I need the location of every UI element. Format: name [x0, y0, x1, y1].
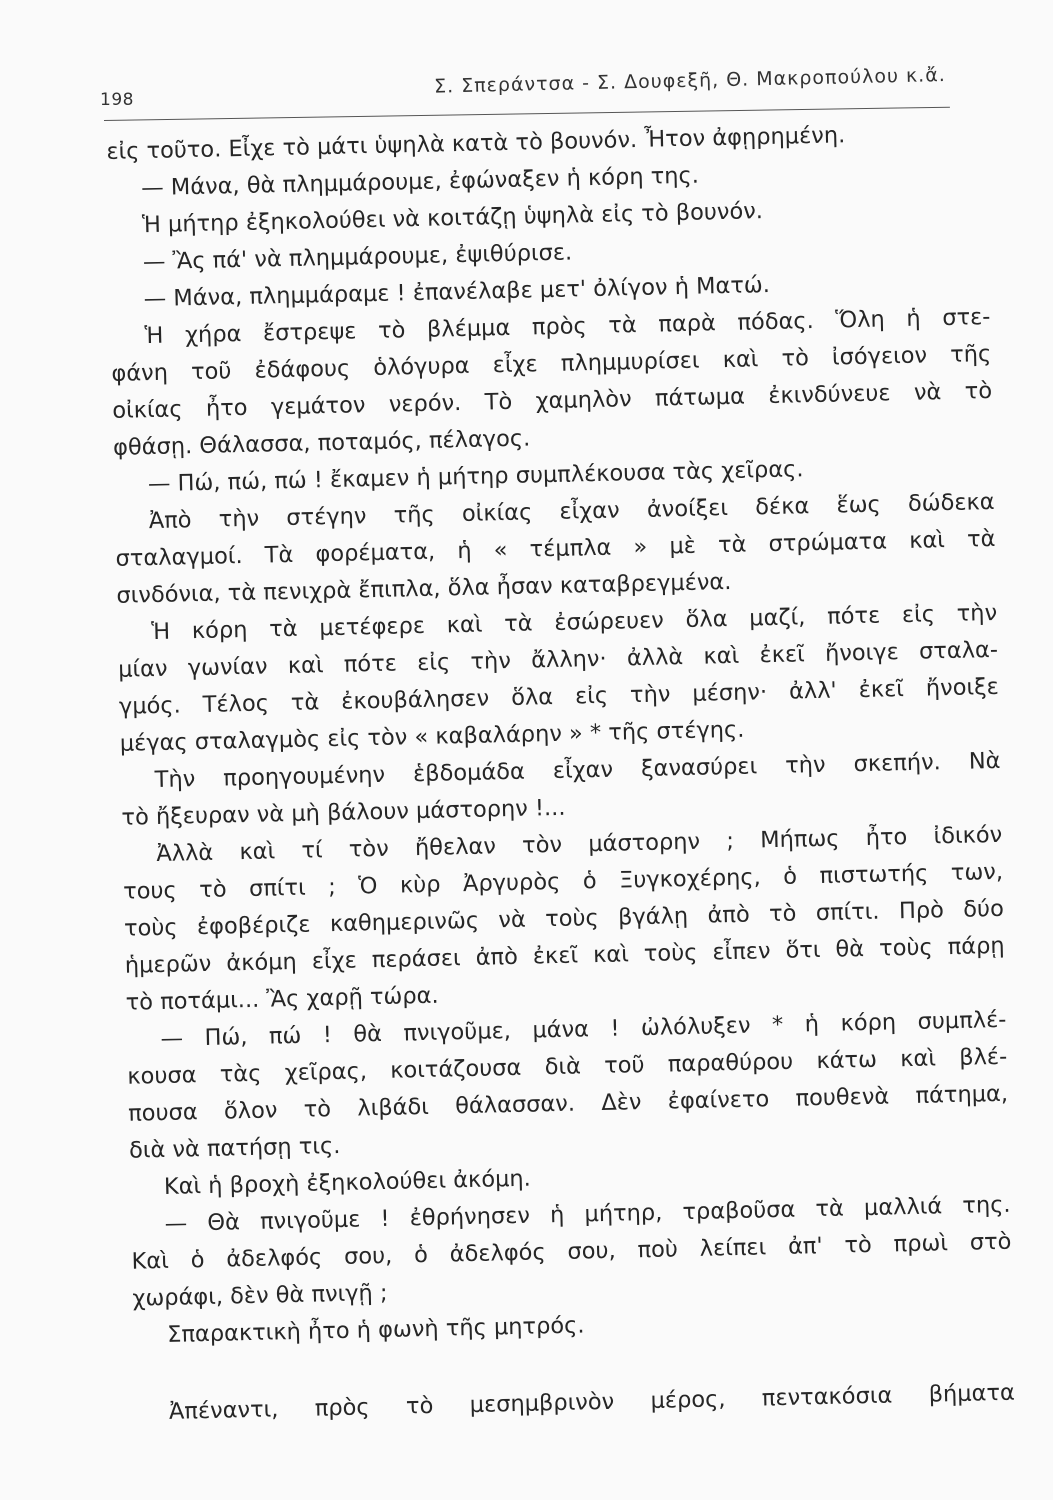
text-line: Ἡ χήρα ἔστρεψε τὸ βλέμμα πρὸς τὰ παρὰ πόδας. Ὅλη ἡ στε-	[144, 303, 991, 350]
text-line: κουσα τὰς χεῖρας, κοιτάζουσα διὰ τοῦ παραθύρου κάτω καὶ βλέ-	[127, 1043, 1008, 1090]
text-line: τὸ ποτάμι... Ἂς χαρῇ τώρα.	[125, 982, 439, 1016]
text-line: Ἀπέναντι, πρὸς τὸ μεσημβρινὸν μέρος, πεντακόσια βήματα	[168, 1379, 1016, 1425]
text-line: Καὶ ὁ ἀδελφός σου, ὁ ἀδελφός σου, ποὺ λείπει ἀπ' τὸ πρωὶ στὸ	[131, 1228, 1012, 1275]
text-line: σινδόνια, τὰ πενιχρὰ ἔπιπλα, ὅλα ἦσαν καταβρεγμένα.	[116, 568, 732, 609]
text-line: φάνη τοῦ ἐδάφους ὁλόγυρα εἶχε πλημμυρίσει καὶ τὸ ἰσόγειον τῆς	[111, 340, 992, 387]
text-line: σταλαγμοί. Τὰ φορέματα, ἡ « τέμπλα » μὲ τὰ στρώματα καὶ τὰ	[115, 525, 996, 572]
text-line: χωράφι, δὲν θὰ πνιγῇ ;	[132, 1279, 388, 1312]
text-line: Ἡ κόρη τὰ μετέφερε καὶ τὰ ἐσώρευεν ὅλα μαζί, πότε εἰς τὴν	[151, 599, 998, 646]
text-line: μέγας σταλαγμὸς εἰς τὸν « καβαλάρην » * τῆς στέγης.	[119, 716, 745, 757]
text-line: τοὺς ἐφοβέριζε καθημερινῶς νὰ τοὺς βγάλῃ ἀπὸ τὸ σπίτι. Πρὸ δύο	[123, 895, 1005, 942]
text-line: — Μάνα, θὰ πλημμάρουμε, ἐφώναξεν ἡ κόρη της.	[140, 162, 700, 202]
text-line: φθάσῃ. Θάλασσα, ποταμός, πέλαγος.	[112, 425, 531, 461]
text-line: τὸ ἤξευραν νὰ μὴ βάλουν μάστορην !...	[121, 794, 566, 831]
page-header	[100, 62, 950, 110]
text-line: μίαν γωνίαν καὶ πότε εἰς τὴν ἄλλην· ἀλλὰ καὶ ἐκεῖ ἤνοιγε σταλα-	[117, 636, 999, 683]
text-line: ἡμερῶν ἀκόμη εἶχε περάσει ἀπὸ ἐκεῖ καὶ τοὺς εἶπεν ὅτι θὰ τοὺς πάρῃ	[124, 932, 1005, 979]
text-line: — Πώ, πώ, πώ ! ἔκαμεν ἡ μήτηρ συμπλέκουσα τὰς χεῖρας.	[147, 456, 804, 498]
text-line: — Πώ, πώ ! θὰ πνιγοῦμε, μάνα ! ὠλόλυξεν * ἡ κόρη συμπλέ-	[160, 1006, 1007, 1052]
text-line: οἰκίας ἦτο γεμάτον νερόν. Τὸ χαμηλὸν πάτωμα ἐκινδύνευε νὰ τὸ	[111, 377, 993, 424]
text-line: Καὶ ἡ βροχὴ ἐξηκολούθει ἀκόμη.	[163, 1165, 532, 1200]
text-line: τους τὸ σπίτι ; Ὁ κὺρ Ἀργυρὸς ὁ Ξυγκοχέρης, ὁ πιστωτής των,	[122, 858, 1004, 905]
text-line: — Θὰ πνιγοῦμε ! ἐθρήνησεν ἡ μήτηρ, τραβοῦσα τὰ μαλλιά της.	[164, 1191, 1011, 1237]
text-line: Σπαρακτικὴ ἦτο ἡ φωνὴ τῆς μητρός.	[166, 1312, 585, 1348]
running-head: Σ. Σπεράντσα - Σ. Δουφεξῆ, Θ. Μακροπούλου κ.ἄ.	[434, 64, 947, 98]
text-line: πουσα ὅλον τὸ λιβάδι θάλασσαν. Δὲν ἐφαίνετο πουθενὰ πάτημα,	[127, 1080, 1009, 1127]
text-line: διὰ νὰ πατήσῃ τις.	[128, 1132, 341, 1164]
text-line: Ἡ μήτηρ ἐξηκολούθει νὰ κοιτάζῃ ὑψηλὰ εἰς τὸ βουνόν.	[141, 198, 764, 239]
body-text	[106, 114, 1015, 1432]
text-line: Ἀλλὰ καὶ τί τὸν ἤθελαν τὸν μάστορην ; Μήπως ἦτο ἰδικόν	[156, 821, 1003, 868]
text-line: γμός. Τέλος τὰ ἐκουβάλησεν ὅλα εἰς τὴν μέσην· ἀλλ' ἐκεῖ ἤνοιξε	[118, 673, 1000, 720]
text-line: εἰς τοῦτο. Εἶχε τὸ μάτι ὑψηλὰ κατὰ τὸ βουνόν. Ἦτον ἀφῃρημένη.	[106, 122, 846, 165]
text-line: Τὴν προηγουμένην ἑβδομάδα εἶχαν ξανασύρει τὴν σκεπήν. Νὰ	[154, 747, 1001, 794]
page-number: 198	[100, 90, 134, 110]
text-line: Ἀπὸ τὴν στέγην τῆς οἰκίας εἶχαν ἀνοίξει δέκα ἕως δώδεκα	[148, 488, 995, 535]
text-line: — Ἂς πά' νὰ πλημμάρουμε, ἐψιθύρισε.	[142, 239, 573, 276]
text-line: — Μάνα, πλημμάραμε ! ἐπανέλαβε μετ' ὀλίγον ἡ Ματώ.	[143, 271, 771, 313]
